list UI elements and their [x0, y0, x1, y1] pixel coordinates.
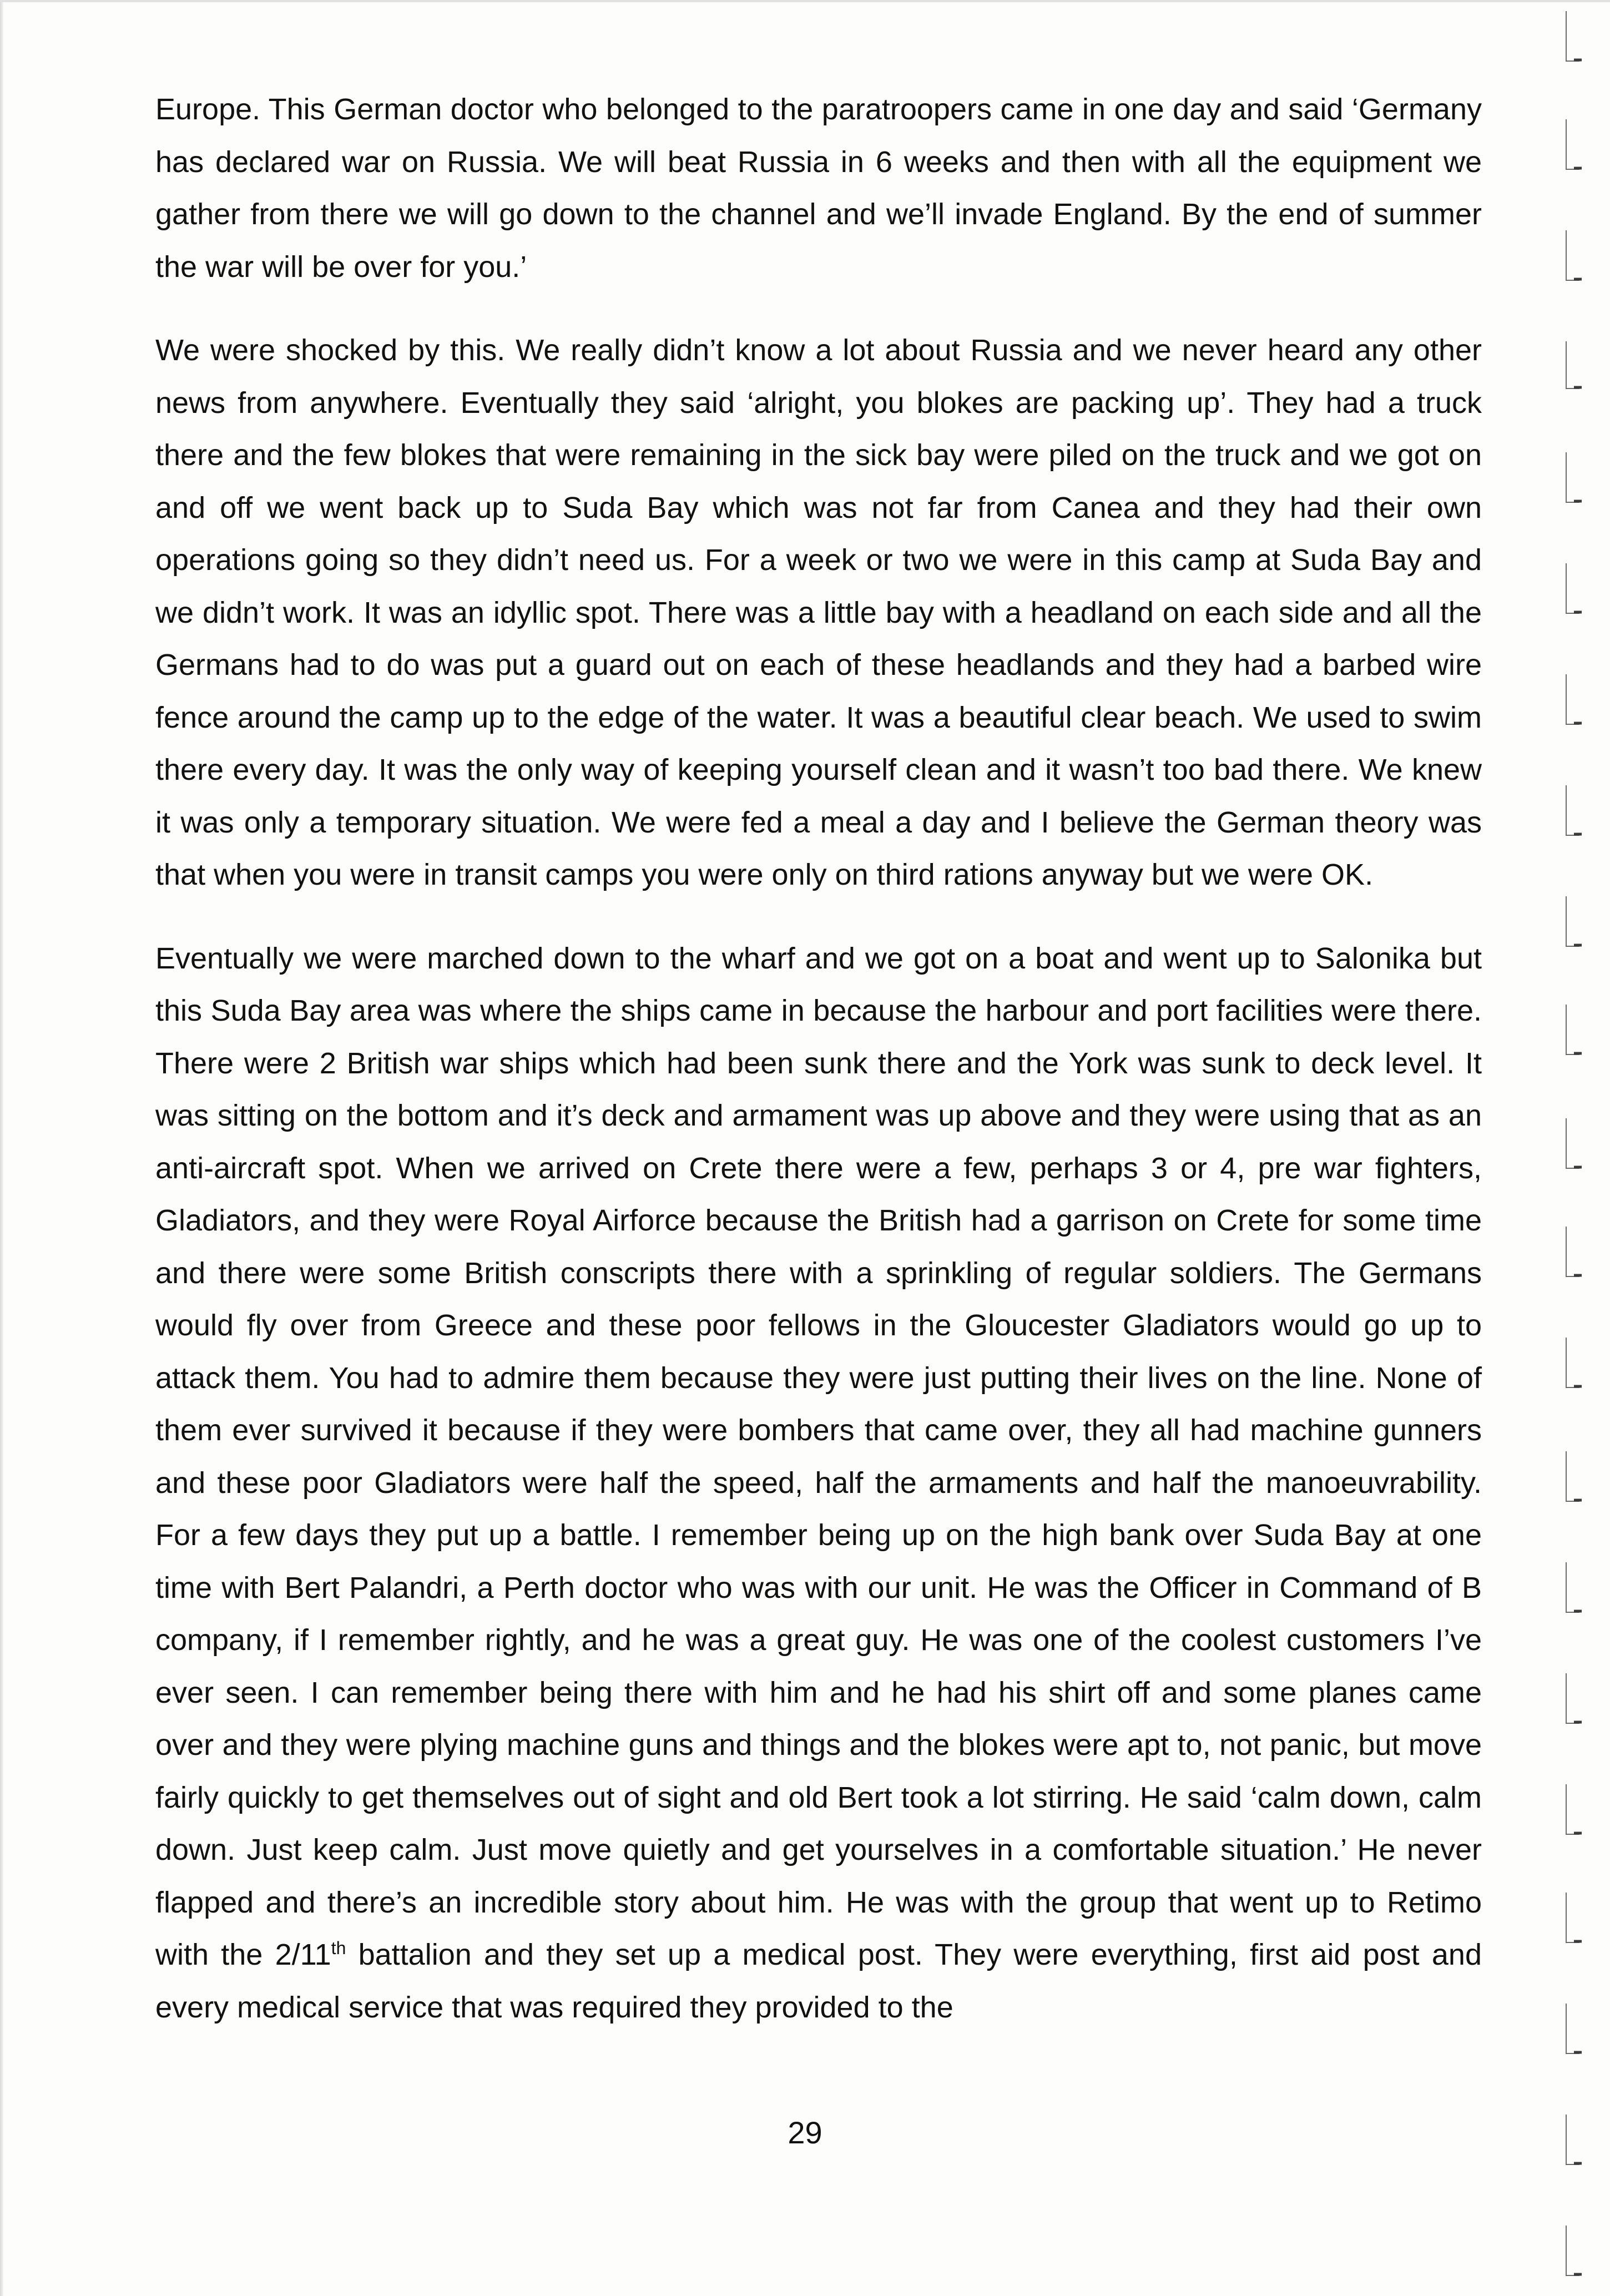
body-text [155, 83, 1482, 2065]
paragraph-2: We were shocked by this. We really didn’t know a lot about Russia and we never heard any other news from anywhere. Eventually they said ‘alright, you blokes are packing up’. They had a truck there and the few blokes that were remaining in the sick bay were piled on the truck and we got on and off we went back up to Suda Bay which was not far from Canea and they had their own operations going so they didn’t need us. For a week or two we were in this camp at Suda Bay and we didn’t work. It was an idyllic spot. There was a little bay with a headland on each side and all the Germans had to do was put a guard out on each of these headlands and they had a barbed wire fence around the camp up to the edge of the water. It was a beautiful clear beach. We used to swim there every day. It was the only way of keeping yourself clean and it wasn’t too bad there. We knew it was only a temporary situation. We were fed a meal a day and I believe the German theory was that when you were in transit camps you were only on third rations anyway but we were OK. [155, 334, 1482, 891]
page-left-edge [0, 0, 3, 2296]
binder-clip-marks [1559, 0, 1593, 2296]
ordinal-superscript: th [331, 1938, 346, 1958]
paragraph-3 [155, 932, 1482, 2034]
page-number: 29 [788, 2115, 822, 2150]
paragraph-1: Europe. This German doctor who belonged to the paratroopers came in one day and said ‘Germany has declared war on Russia. We will beat Russia in 6 weeks and then with all the equipment we gather from there we will go down to the channel and we’ll invade England. By the end of summer the war will be over for you.’ [155, 93, 1482, 284]
paragraph-3-tail: battalion and they set up a medical post. They were everything, first aid post and every medical service that was required they provided to the [155, 1938, 1482, 2024]
paragraph-3-text: Eventually we were marched down to the wharf and we got on a boat and went up to Salonika but this Suda Bay area was where the ships came in because the harbour and port facilities were there. There were 2 British war ships which had been sunk there and the York was sunk to deck level. It was sitting on the bottom and it’s deck and armament was up above and they were using that as an anti-aircraft spot. When we arrived on Crete there were a few, perhaps 3 or 4, pre war fighters, Gladiators, and they were Royal Airforce because the British had a garrison on Crete for some time and there were some British conscripts there with a sprinkling of regular soldiers. The Germans would fly over from Greece and these poor fellows in the Gloucester Gladiators would go up to attack them. You had to admire them because they were just putting their lives on the line. None of them ever survived it because if they were bombers that came over, they all had machine gunners and these poor Gladiators were half the speed, half the armaments and half the manoeuvrability. For a few days they put up a battle. I remember being up on the high bank over Suda Bay at one time with Bert Palandri, a Perth doctor who was with our unit. He was the Officer in Command of B company, if I remember rightly, and he was a great guy. He was one of the coolest customers I’ve ever seen. I can remember being there with him and he had his shirt off and some planes came over and they were plying machine guns and things and the blokes were apt to, not panic, but move fairly quickly to get themselves out of sight and old Bert took a lot stirring. He said ‘calm down, calm down. Just keep calm. Just move quietly and get yourselves in a comfortable situation.’ He never flapped and there’s an incredible story about him. He was with the group that went up to Retimo with the 2/11 [155, 941, 1482, 1971]
page-top-edge [0, 0, 1610, 2]
